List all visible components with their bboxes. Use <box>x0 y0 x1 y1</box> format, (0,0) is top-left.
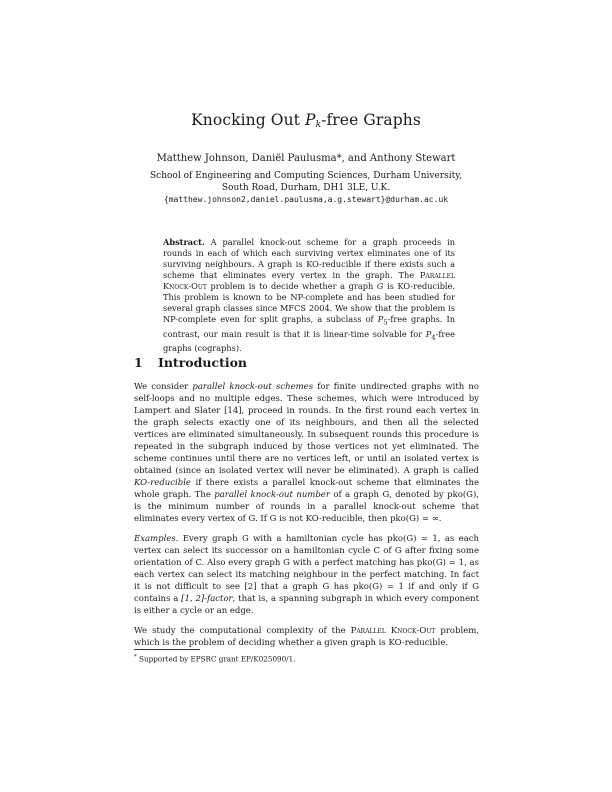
math-sub: 4 <box>431 333 436 342</box>
math-g: G <box>376 281 384 291</box>
abstract <box>163 237 455 354</box>
paragraph-text: We consider <box>134 382 193 392</box>
body-paragraph <box>134 625 479 649</box>
emphasis: parallel knock-out number <box>214 490 330 500</box>
paragraph-text: Every graph G with a hamiltonian cycle has pko(G) = 1, as each vertex can select its successor on a hamiltonian cycle C of G after fixing some orientation of C. Also every graph G with a perfect matching has pko(G) = 1, as each vertex can select its matching neighbour in the perfect matching. In fact it is not difficult to see [2] that a graph G has pko(G) = 1 if and only if G contains a <box>134 534 479 604</box>
emphasis: Examples. <box>134 534 179 544</box>
math-p: P <box>425 328 432 339</box>
affiliation-line-1: School of Engineering and Computing Sciences, Durham University, <box>150 171 462 181</box>
abstract-text: A parallel knock-out scheme for a graph proceeds in rounds in each of which each surviving vertex eliminates one of its surviving neighbours. A graph is KO-reducible if there exists such a scheme that eliminates every vertex in the graph. The <box>163 237 455 280</box>
body-paragraph <box>134 533 479 617</box>
paper-title <box>0 111 612 130</box>
title-math-p: P <box>305 111 316 129</box>
emphasis: [1, 2]-factor <box>181 594 233 604</box>
abstract-text: is KO-reducible. This problem is known to be NP-complete and has been studied for several graph classes since MFCS 2004. We show that the problem is NP-complete even for split graphs, a subclass of <box>163 281 455 324</box>
title-math-sub: k <box>315 120 322 130</box>
author-emails: {matthew.johnson2,daniel.paulusma,a.g.stewart}@durham.ac.uk <box>163 195 449 204</box>
paragraph-text: for finite undirected graphs with no self-loops and no multiple edges. These schemes, which were introduced by Lampert and Slater [14], proceed in rounds. In the first round each vertex in the graph selects exactly one of its neighbours, and then all the selected vertices are eliminated simultaneously. In subsequent rounds this procedure is repeated in the subgraph induced by those vertices not yet eliminated. The scheme continues until there are no vertices left, or until an isolated vertex is obtained (since an isolated vertex will never be eliminated). A graph is called <box>134 382 479 476</box>
footnote-mark: * <box>134 654 137 660</box>
footnote-text: Supported by EPSRC grant EP/K025090/1. <box>136 654 296 664</box>
paragraph-text: We study the computational complexity of the <box>134 626 351 636</box>
section-title: Introduction <box>158 355 248 370</box>
math-p: P <box>377 314 384 324</box>
affiliation-line-2: South Road, Durham, DH1 3LE, U.K. <box>221 183 391 193</box>
emphasis: KO-reducible <box>134 478 191 488</box>
paragraph-text: if there exists a parallel knock-out scheme that eliminates the whole graph. The <box>134 478 479 500</box>
abstract-text: -free graphs. In contrast, our main result is that it is linear-time solvable for <box>163 314 456 339</box>
paragraph-text: , that is, a spanning subgraph in which every component is either a cycle or an edge. <box>134 594 479 616</box>
author-list: Matthew Johnson, Daniël Paulusma*, and Anthony Stewart <box>156 153 456 164</box>
footnote <box>134 654 295 663</box>
paragraph-text: problem, which is the problem of deciding whether a given graph is KO-reducible. <box>134 626 479 648</box>
affiliation <box>0 170 612 206</box>
emphasis: parallel knock-out schemes <box>192 382 314 392</box>
footnote-rule <box>134 649 200 650</box>
title-suffix: -free Graphs <box>321 111 421 129</box>
abstract-label: Abstract. <box>163 237 205 247</box>
section-number: 1 <box>134 355 143 370</box>
abstract-text: -free graphs (cographs). <box>163 328 455 354</box>
abstract-text: problem is to decide whether a graph <box>206 281 377 291</box>
abstract-problem-name: Parallel Knock-Out <box>163 270 455 291</box>
title-prefix: Knocking Out <box>191 111 306 129</box>
body-paragraph <box>134 381 479 525</box>
paragraph-text: of a graph G, denoted by pko(G), is the minimum number of rounds in a parallel knock-out scheme that eliminates every vertex of G. If G is not KO-reducible, then pko(G) = ∞. <box>134 490 479 524</box>
math-sub: 5 <box>383 318 388 327</box>
section-heading <box>134 355 247 370</box>
problem-name: Parallel Knock-Out <box>350 626 436 636</box>
